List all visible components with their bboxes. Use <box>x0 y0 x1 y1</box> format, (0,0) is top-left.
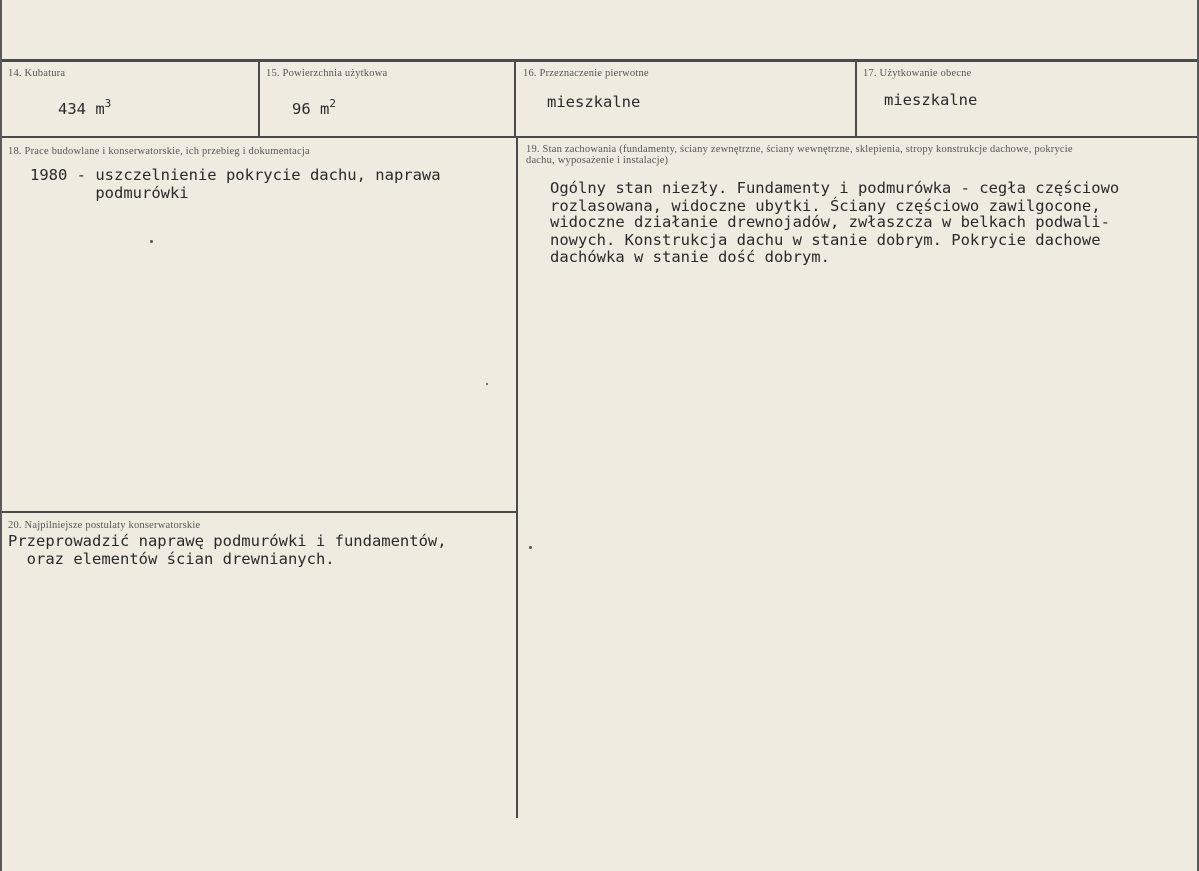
top-border-line <box>2 59 1197 62</box>
stray-mark <box>486 383 488 385</box>
field-18-label: 18. Prace budowlane i konserwatorskie, ich przebieg i dokumentacja <box>8 146 310 157</box>
divider-15-16 <box>514 62 516 136</box>
field-15-value: 96 $m^2$ <box>292 97 336 118</box>
field-19-line-1: Ogólny stan niezły. Fundamenty i podmurówka - cegła częściowo <box>550 179 1120 197</box>
field-16-label: 16. Przeznaczenie pierwotne <box>523 68 649 79</box>
divider-main <box>516 138 518 818</box>
stray-mark <box>529 546 532 549</box>
field-19-line-2: rozlasowana, widoczne ubytki. Ściany częściowo zawilgocone, <box>550 197 1101 215</box>
divider-16-17 <box>855 62 857 136</box>
field-14-value: 434 $m^3$ <box>58 97 112 118</box>
stray-mark <box>150 240 153 243</box>
field-14-label: 14. Kubatura <box>8 68 66 79</box>
field-18-line-1: 1980 - uszczelnienie pokrycie dachu, naprawa <box>30 166 441 184</box>
field-17-label: 17. Użytkowanie obecne <box>863 68 972 79</box>
field-16-value: mieszkalne <box>547 93 641 111</box>
field-19-label: 19. Stan zachowania (fundamenty, ściany zewnętrzne, ściany wewnętrzne, sklepienia, stropy konstrukcje dachowe, pokrycie dachu, wyposażenie i instalacje) <box>526 144 1073 166</box>
field-17-value: mieszkalne <box>884 91 978 109</box>
field-19-line-4: nowych. Konstrukcja dachu w stanie dobrym. Pokrycie dachowe <box>550 231 1101 249</box>
field-19-line-3: widoczne działanie drewnojadów, zwłaszcza w belkach podwali- <box>550 213 1110 231</box>
field-20-label: 20. Najpilniejsze postulaty konserwatorskie <box>8 520 201 531</box>
field-19-line-5: dachówka w stanie dość dobrym. <box>550 248 830 266</box>
field-15-label: 15. Powierzchnia użytkowa <box>266 68 388 79</box>
section20-top-line <box>2 511 516 513</box>
field-18-line-2: podmurówki <box>30 184 189 202</box>
field-20-line-2: oraz elementów ścian drewnianych. <box>8 550 335 568</box>
divider-14-15 <box>258 62 260 136</box>
field-20-line-1: Przeprowadzić naprawę podmurówki i fundamentów, <box>8 532 447 550</box>
row1-bottom-line <box>2 136 1197 138</box>
